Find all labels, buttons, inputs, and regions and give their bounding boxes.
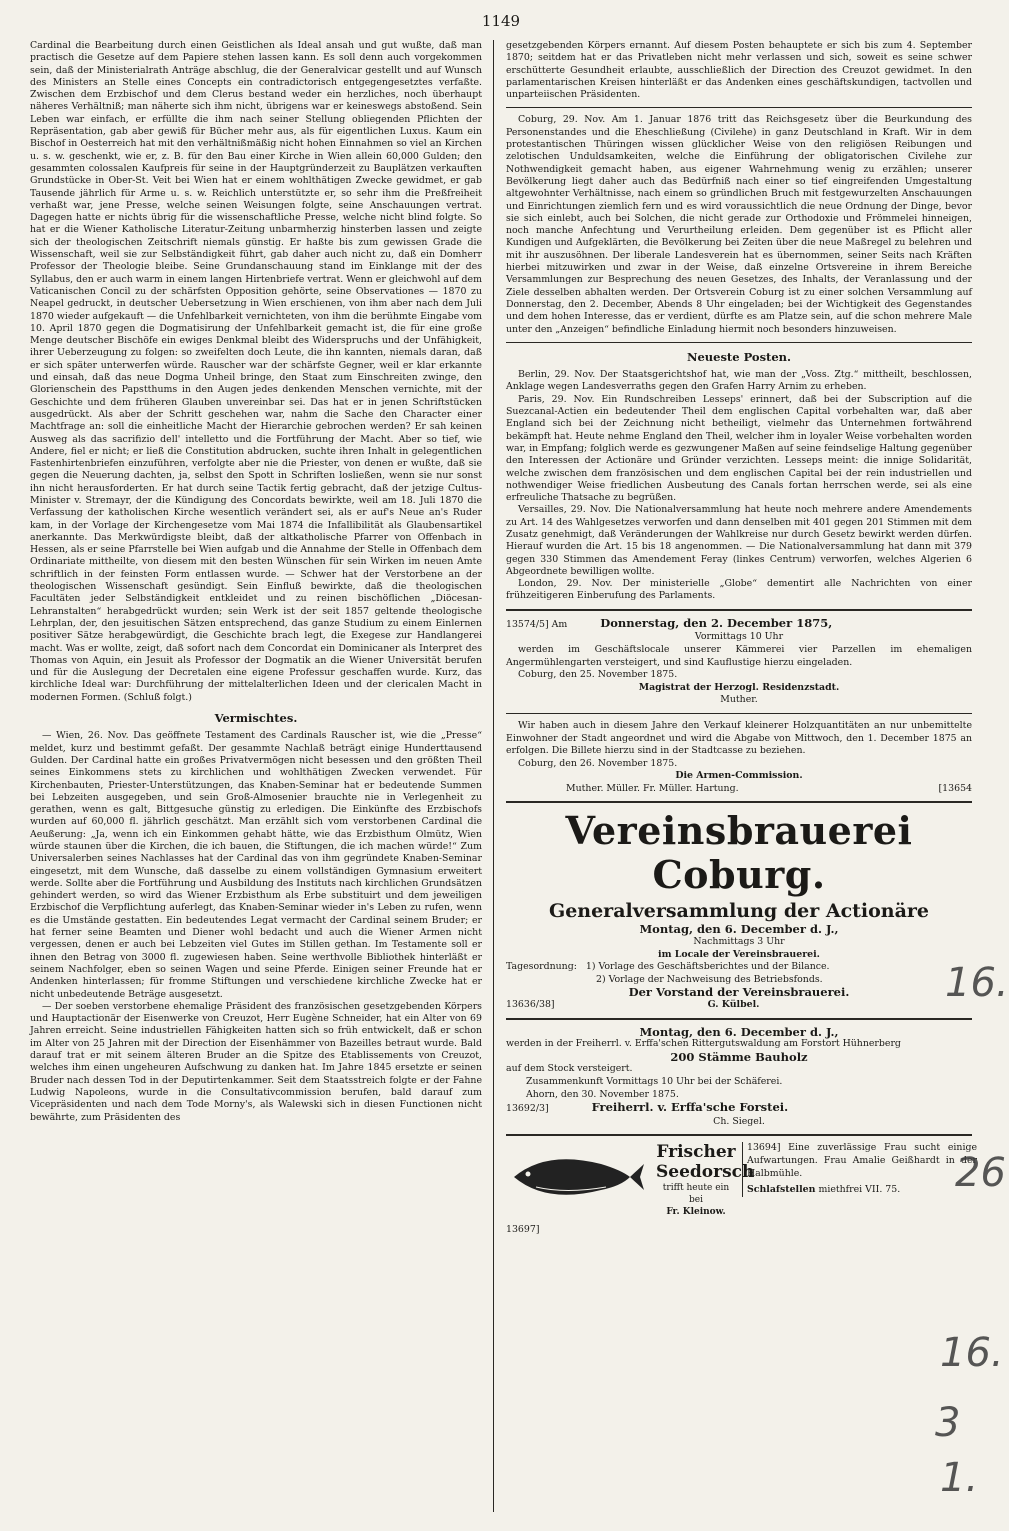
ad-time: Vormittags 10 Uhr <box>694 631 784 643</box>
ad-timber-auction <box>506 1026 972 1129</box>
handwritten-mark: 1. <box>940 1455 979 1501</box>
ad-signature: Freiherrl. v. Erffa'sche Forstei. <box>591 1100 789 1115</box>
ad-time: Nachmittags 3 Uhr <box>693 936 785 948</box>
article-paragraph: Cardinal die Bearbeitung durch einen Geistlichen als Ideal ansah und gut wußte, daß man practisch die Gesetze auf dem Papiere stehen lassen kann. Es soll denn auch vorgekommen sein, daß der Ministerialrath Anträge abschlug, die der Generalvicar gestellt und auf Wunsch des Ministers an Stelle eines Concepts ein contradictorisch entgegengesetztes verfaßte. Zwischen dem Erzbischof und dem Clerus bestand weder ein herzliches, noch überhaupt näheres Verhältniß; man näherte sich ihm nicht, übrigens war er keineswegs abstoßend. Sein Leben war einfach, er erfüllte die ihm nach seiner Stellung obliegenden Pflichten der Repräsentation, gab aber gewiß für Bücher mehr aus, als für eigentlichen Luxus. Kaum ein Bischof in Oesterreich hat mit den verhältnißmäßig nicht hohen Einnahmen so viel an Kirchen u. s. w. geschenkt, wie er, z. B. für den Bau einer Kirche in Wien allein 60,000 Gulden; den gesammten colossalen Kaufpreis für seine in der Hauptgründerzeit zu Bauplätzen verkauften Grundstücke in Ober-St. Veit bei Wien hat er einem wohlthätigen Zwecke gewidmet, er gab Tausende jährlich für Arme u. s. w. Reichlich unterstützte er, so sehr ihm die Preßfreiheit verhaßt war, jene Presse, welche seinen Weisungen folgte, seine Anschauungen vertrat. Dagegen hatte er nichts übrig für die wissenschaftliche Presse, welche nicht blind folgte. So hat er die Wiener Katholische Literatur-Zeitung unbarmherzig hinsterben lassen und zeigte sich der theologischen Zeitschrift niemals günstig. Er haßte bis zum gewissen Grade die Wissenschaft, weil sie zur Selbständigkeit führt, gab daher auch nicht zu, daß ein Domherr Professor der Theologie bleibe. Seine Grundanschauung stand im Einklange mit der des Syllabus, den er auch warm in einem langen Hirtenbriefe vertrat. Wenn er gleichwohl auf dem Vaticanischen Concil zu der schärfsten Opposition gehörte, seine Observationes — 1870 zu Neapel gedruckt, in deutscher Uebersetzung in Wien erschienen, von ihm aber nach dem Juli 1870 wieder aufgekauft — die Unfehlbarkeit vernichteten, von ihm die berühmte Eingabe vom 10. April 1870 gegen die Dogmatisirung der Unfehlbarkeit gemacht ist, die für eine große Menge deutscher Bischöfe ein ewiges Denkmal bleibt des Widerspruchs und der Unfähigkeit, ihrer Ueberzeugung zu folgen: so zweifelten doch Leute, die ihn kannten, niemals daran, daß er sich später unterwerfen würde. Rauscher war der schärfste Gegner, weil er klar erkannte und einsah, daß das neue Dogma Unheil bringe, den Staat zum Einschreiten zwinge, den Glorienschein des Papstthums in den Augen jedes denkenden Menschen vernichte, mit der Geschichte und dem früheren Glauben unvereinbar sei. Das hat er in jenen Schriftstücken ausgedrückt. Als aber der Schritt geschehen war, nahm die Sache den Character einer Machtfrage an: soll die einheitliche Macht der Hierarchie gebrochen werden? Er sah keinen Ausweg als das sacrifizio dell' intelletto und die Fortführung der Macht. Aber so tief, wie Andere, fiel er nicht; er ließ die Constitution abdrucken, suchte ihren Inhalt in gelegentlichen Fastenhirtenbriefen einzuführen, verfolgte aber nie die Priester, von denen er wußte, daß sie gegen die Neuerung dachten, ja, selbst den Spott in Schriften losließen, wenn sie nur sonst ihn nicht herausforderten. Er hat durch seine Tactik fertig gebracht, daß der jetzige Cultus-Minister v. Stremayr, der die Kündigung des Concordats bewirkte, weil am 18. Juli 1870 die Verfassung der katholischen Kirche wesentlich verändert sei, als er auf's Neue an's Ruder kam, in der Vorlage der Kirchengesetze vom Mai 1874 die Infallibilität als Glaubensartikel anerkannte. Das Merkwürdigste bleibt, daß der altkatholische Pfarrer von Offenbach in Hessen, als er seine Pfarrstelle bei Wien aufgab und die Annahme der Stelle in Offenbach dem Ordinariate mittheilte, von diesem mit den besten Wünschen für sein Wirken im neuen Amte schriftlich in der feinsten Form entlassen wurde. — Schwer hat der Verstorbene an der theologischen Wissenschaft gesündigt. Sein Einfluß bewirkte, daß die theologischen Facultäten jeder Selbständigkeit entkleidet und zu reinen bischöflichen „Diöcesan-Lehranstalten“ herabgedrückt wurden; sein Werk ist der seit 1857 geltende theologische Lehrplan, der, den jesuitischen Sätzen entsprechend, das ganze Studium zu einem Einlernen positiver Sätze herabgewürdigt, die Geschichte brach legt, die Exegese zur Handlangerei macht. Was er wollte, zeigt, daß sofort nach dem Concordat ein Dominicaner als Interpret des Thomas von Aquin, ein Jesuit als Professor der Dogmatik an die Wiener Universität berufen und für die Auslegung der Decretalen eine eigene Professur geschaffen wurde. Kurz, das kirchliche Ideal war: Durchführung der mittelalterlichen Ideen und der clericalen Macht in modernen Formen. (Schluß folgt.) <box>30 40 482 703</box>
ad-name: Muther. <box>720 694 758 706</box>
divider <box>506 801 972 803</box>
left-column <box>30 40 482 1124</box>
ad-ref: [13654 <box>938 782 972 794</box>
handwritten-mark: 26 <box>955 1150 1006 1196</box>
divider <box>506 609 972 611</box>
divider <box>506 1018 972 1020</box>
ad-name: Ch. Siegel. <box>713 1115 765 1127</box>
ad-body: werden im Geschäftslocale unserer Kämmerei vier Parzellen im ehemaligen Angermühlengarten versteigert, und sind Kauflustige hierzu eingeladen. <box>506 643 972 668</box>
ad-label: Schlafstellen <box>747 1184 816 1196</box>
ad-date: Montag, den 6. December d. J., <box>639 1024 839 1039</box>
ad-ref: 13692/3] <box>506 1103 549 1115</box>
ad-signature: Die Armen-Commission. <box>675 770 803 782</box>
fish-word-2: Seedorsch <box>656 1162 755 1183</box>
ad-place: Coburg, den 26. November 1875. <box>518 757 678 769</box>
agenda-label: Tagesordnung: <box>506 961 577 973</box>
page-number: 1149 <box>481 12 521 30</box>
ad-text: miethfrei VII. 75. <box>818 1184 901 1196</box>
brewery-subtitle: Generalversammlung der Actionäre <box>548 900 930 923</box>
handwritten-mark: 16. <box>940 1330 1004 1376</box>
fish-icon <box>506 1142 646 1212</box>
ad-small-notices <box>742 1142 977 1196</box>
ad-meet: Zusammenkunft Vormittags 10 Uhr bei der Schäferei. <box>526 1076 783 1088</box>
fish-line-3: trifft heute ein bei <box>662 1183 730 1206</box>
ad-date: Donnerstag, den 2. December 1875, <box>600 615 833 630</box>
ad-signature: Der Vorstand der Vereinsbrauerei. <box>628 985 850 1000</box>
article-paragraph: — Der soeben verstorbene ehemalige Präsident des französischen gesetzgebenden Körpers und Hauptactionär der Eisenwerke von Creuzot, Herr Eugène Schneider, hat ein Alter von 69 Jahren erreicht. Seine industriellen Fähigkeiten hatten sich so früh entwickelt, daß er schon im Alter von 25 Jahren mit der Direction der Eisenhämmer von Bazeilles betraut wurde. Bald darauf trat er mit seinem älteren Bruder an die Spitze des Etablissements von Creuzot, welches ihm einen ungeheuren Aufschwung zu danken hat. Im Jahre 1845 ersetzte er seinen Bruder nach dessen Tod in der Deputirtenkammer. Seit dem Staatsstreich folgte er der Fahne Ludwig Napoleons, wurde in die Consultativcommission berufen, bald darauf zum Vicepräsidenten und nach dem Tode Morny's, als Walewski sich in diesen Functionen nicht bewährte, zum Präsidenten des <box>30 1000 482 1123</box>
fish-ad-text <box>656 1142 755 1218</box>
column-rule <box>493 40 494 1512</box>
fish-word-1: Frischer <box>656 1142 736 1163</box>
article-paragraph: Coburg, 29. Nov. Am 1. Januar 1876 tritt das Reichsgesetz über die Beurkundung des Personenstandes und die Eheschließung (Civilehe) in ganz Deutschland in Kraft. Wir in dem protestantischen Thüringen wissen glücklicher Weise von den religiösen Reibungen und zelotischen Unduldsamkeiten, welche die Einführung der obligatorischen Civilehe zur Nothwendigkeit gemacht haben, aus eigener Wahrnehmung wenig zu erzählen; unserer Bevölkerung liegt daher auch das Bedürfniß nach einer so tief eingreifenden Umgestaltung altgewohnter Verhältnisse, nach einem so gründlichen Bruch mit festgewurzelten Anschauungen und Einrichtungen ziemlich fern und es wird voraussichtlich die neue Ordnung der Dinge, bevor sie sich einlebt, auch bei Solchen, die nicht gerade zur Orthodoxie und Frömmelei hinneigen, noch manche Anfechtung und Verurtheilung erleiden. Dem gegenüber ist es Pflicht aller Kundigen und Aufgeklärten, die Bevölkerung bei Zeiten über die neue Maßregel zu belehren und mit ihr auszusöhnen. Der liberale Landesverein hat es übernommen, seiner Seits nach Kräften hierbei mitzuwirken und zwar in der Weise, daß einzelne Ortsvereine in ihrem Bereiche Versammlungen zur Besprechung des neuen Gesetzes, des Inhalts, der Veranlassung und der Ziele desselben abhalten werden. Der Ortsverein Coburg ist zu einer solchen Versammlung auf Donnerstag, den 2. December, Abends 8 Uhr eingeladen; bei der Wichtigkeit des Gegenstandes und dem hohen Interesse, das er verdient, dürfte es am Platze sein, auf die schon mehrere Male unter den „Anzeigen“ befindliche Einladung hiermit noch besonders hinzuweisen. <box>506 114 972 335</box>
ad-auction-parcels <box>506 617 972 707</box>
ad-highlight: 200 Stämme Bauholz <box>670 1049 808 1064</box>
ad-ref: 13636/38] <box>506 999 555 1011</box>
section-heading-news: Neueste Posten. <box>686 349 792 364</box>
agenda-item: 2) Vorlage der Nachweisung des Betriebsfonds. <box>596 973 823 985</box>
article-paragraph: — Wien, 26. Nov. Das geöffnete Testament des Cardinals Rauscher ist, wie die „Presse“ meldet, kurz und bestimmt gefaßt. Der gesammte Nachlaß beträgt einige Hunderttausend Gulden. Der Cardinal hatte ein großes Privatvermögen nicht besessen und den größten Theil seines Einkommens stets zu kirchlichen und wohlthätigen Zwecken verwendet. Für Kirchenbauten, Priester-Unterstützungen, das Knaben-Seminar hat er bedeutende Summen bei Lebzeiten ausgegeben, und sein Groß-Almosenier brauchte nie in Verlegenheit zu gerathen, wenn es galt, Bittgesuche günstig zu erledigen. Die Einkünfte des Erzbischofs wurden auf 60,000 fl. jährlich geschätzt. Man erzählt sich vom verstorbenen Cardinal die Aeußerung: „Ja, wenn ich ein Einkommen gehabt hätte, wie das Erzbisthum Olmütz, Wien würde staunen über die Kirchen, die ich bauen, die Stiftungen, die ich machen würde!“ Zum Universalerben seines Nachlasses hat der Cardinal das von ihm gegründete Knaben-Seminar eingesetzt, mit dem Wunsche, daß dasselbe zu einem vollständigen Gymnasium erweitert werde. Sollte aber die Fortführung und Ausbildung des Instituts nach kirchlichen Grundsätzen gehindert werden, so wird das Wiener Erzbisthum als Erbe substituirt und dem jeweiligen Erzbischof die Verpflichtung auferlegt, das Knaben-Seminar wieder in's Leben zu rufen, wenn es die Umstände gestatten. Ein bedeutendes Legat vermacht der Cardinal seinem Bruder; er hat ferner seine Beamten und Diener wohl bedacht und auch die Wiener Armen nicht vergessen, denen er auch bei Lebzeiten viel Gutes im Stillen gethan. Im Testamente soll er ihnen den Betrag von 3000 fl. zugewiesen haben. Seine werthvolle Bibliothek hinterläßt er seinem Nachfolger, eben so seinen Wagen und seine Pferde. Einigen seiner Freunde hat er Andenken hinterlassen; für fromme Stiftungen und verschiedene kirchliche Zwecke hat er nicht unbedeutende Beträge ausgesetzt. <box>30 730 482 1000</box>
handwritten-mark: 3 <box>935 1400 961 1446</box>
news-item: London, 29. Nov. Der ministerielle „Globe“ dementirt alle Nachrichten von einer frühzeitigeren Einberufung des Parlaments. <box>506 578 972 602</box>
divider <box>506 342 972 343</box>
news-item: Berlin, 29. Nov. Der Staatsgerichtshof hat, wie man der „Voss. Ztg.“ mittheilt, beschlossen, Anklage wegen Landesverraths gegen den Grafen Harry Arnim zu erheben. <box>506 369 972 393</box>
fish-name: Fr. Kleinow. <box>666 1207 726 1218</box>
ad-brewery <box>506 809 972 1011</box>
divider <box>506 107 972 108</box>
brewery-title: Vereinsbrauerei Coburg. <box>565 808 913 898</box>
ad-place: Ahorn, den 30. November 1875. <box>526 1088 679 1100</box>
section-heading-misc: Vermischtes. <box>214 711 298 726</box>
ad-signature: Magistrat der Herzogl. Residenzstadt. <box>638 681 840 693</box>
ad-body: auf dem Stock versteigert. <box>506 1063 633 1075</box>
news-item: Paris, 29. Nov. Ein Rundschreiben Lesseps' erinnert, daß bei der Subscription auf die Suezcanal-Actien ein bedeutender Theil dem englischen Capital vorbehalten war, daß aber England sich bei der Zeichnung nicht betheiligt, vielmehr das Unternehmen fortwährend bekämpft hat. Heute nehme England den Theil, welcher ihm in loyaler Weise vorbehalten worden war, in Empfang; folglich werde es gezwungener Maßen auf seine feindselige Haltung gegenüber den Interessen der Actionäre und Gründer verzichten. Lesseps meint: die innige Solidarität, welche zwischen dem französischen und dem englischen Capital bei der rein industriellen und nothwendiger Weise friedlichen Ausbeutung des Canals fortan herrschen werde, sei als eine erfreuliche Thatsache zu begrüßen. <box>506 393 972 504</box>
ad-date: Montag, den 6. December d. J., <box>639 922 839 937</box>
ad-wood-sale <box>506 720 972 796</box>
fish-ad-ref: 13697] <box>506 1224 540 1236</box>
agenda-item: 1) Vorlage des Geschäftsberichtes und der Bilance. <box>585 961 830 973</box>
ad-place: im Locale der Vereinsbrauerei. <box>658 948 820 960</box>
ad-names: Muther. Müller. Fr. Müller. Hartung. <box>566 782 739 794</box>
divider <box>506 1134 972 1136</box>
ad-name: G. Külbel. <box>707 999 760 1011</box>
article-paragraph: gesetzgebenden Körpers ernannt. Auf diesem Posten behauptete er sich bis zum 4. September 1870; seitdem hat er das Privatleben nicht mehr verlassen und sich, soweit es seine schwer erschütterte Gesundheit erlaubte, ausschließlich der Direction des Creuzot gewidmet. In den parlamentarischen Kreisen hinterläßt er das Andenken eines geschäftskundigen, tactvollen und unparteiischen Präsidenten. <box>506 40 972 101</box>
ad-body: werden in der Freiherrl. v. Erffa'schen Rittergutswaldung am Forstort Hühnerberg <box>506 1038 901 1050</box>
ad-body: Wir haben auch in diesem Jahre den Verkauf kleinerer Holzquantitäten an nur unbemittelte Einwohner der Stadt angeordnet und wird die Abgabe von Mittwoch, den 1. December 1875 an erfolgen. Die Billete hierzu sind in der Stadtcasse zu beziehen. <box>506 719 972 757</box>
ad-fish-row <box>506 1142 977 1224</box>
ad-place: Coburg, den 25. November 1875. <box>518 669 678 681</box>
ad-cleaning-woman: 13694] Eine zuverlässige Frau sucht einige Aufwartungen. Frau Amalie Geißhardt in der Halbmühle. <box>747 1142 977 1179</box>
divider <box>506 713 972 714</box>
ad-ref: 13574/5] Am <box>506 618 568 630</box>
news-item: Versailles, 29. Nov. Die Nationalversammlung hat heute noch mehrere andere Amendements zu Art. 14 des Wahlgesetzes verworfen und dann denselben mit 401 gegen 201 Stimmen mit dem Zusatz genehmigt, daß Veränderungen der Wahlkreise nur durch Gesetz bewirkt werden dürfen. Hierauf wurden die Art. 15 bis 18 angenommen. — Die Nationalversammlung hat dann mit 379 gegen 330 Stimmen das Amendement Feray (linkes Centrum) verworfen, welches Algerien 6 Abgeordnete bewilligen wollte. <box>506 504 972 577</box>
handwritten-mark: 16. <box>945 960 1009 1006</box>
